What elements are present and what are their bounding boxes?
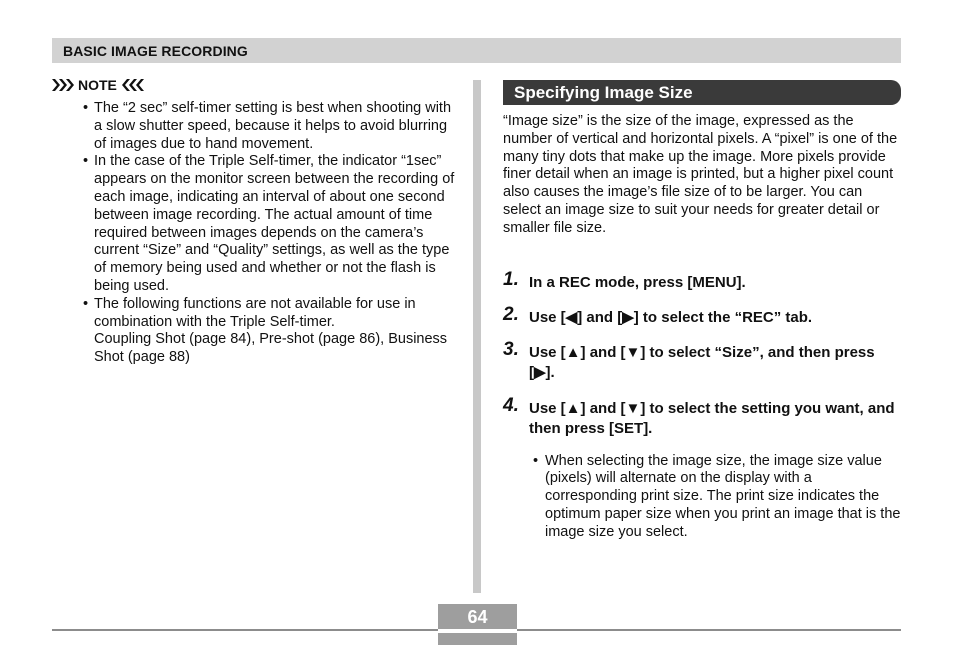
step-text: Use [◀] and [▶] to select the “REC” tab.: [529, 308, 813, 326]
note-item-continuation: Coupling Shot (page 84), Pre-shot (page 86), Business Shot (page 88): [94, 331, 448, 366]
note-list: [52, 100, 462, 367]
step-number: 3.: [503, 338, 519, 360]
triple-chevron-right-icon: [52, 78, 74, 92]
note-item: • The following functions are not available for use in combination with the Triple Self-timer. Coupling Shot (page 84), Pre-shot (page 86), Business Shot (page 88): [83, 295, 448, 366]
step-note-list: [503, 453, 901, 542]
header-title: BASIC IMAGE RECORDING: [63, 43, 248, 59]
section-heading: [503, 80, 901, 105]
page-number-box: [438, 604, 517, 645]
section-intro: “Image size” is the size of the image, expressed as the number of vertical and horizontal pixels. A “pixel” is one of the many tiny dots that make up the image. More pixels provide finer detail when an image is printed, but a higher pixel count also causes the image’s file size of to be larger. You can select an image size to suit your needs for greater detail or smaller file size.: [503, 113, 898, 236]
step-number: 4.: [503, 394, 519, 416]
note-column: [52, 76, 462, 367]
main-column: [503, 80, 901, 542]
column-divider: [473, 80, 481, 593]
step-text: In a REC mode, press [MENU].: [529, 273, 746, 291]
note-item: • In the case of the Triple Self-timer, the indicator “1sec” appears on the monitor screen between the recording of each image, indicating an interval of about one second between image recording. The actual amount of time required between images depends on the camera’s current “Size” and “Quality” settings, as well as the type of memory being used and whether or not the flash is being used.: [83, 153, 455, 294]
step-number: 2.: [503, 303, 519, 325]
step-1: [503, 268, 901, 293]
note-item: • The “2 sec” self-timer setting is best when shooting with a slow shutter speed, because it helps to avoid blurring of images due to hand movement.: [83, 100, 452, 152]
step-number: 1.: [503, 268, 519, 290]
step-3: [503, 338, 901, 383]
step-text: Use [▲] and [▼] to select the setting you want, and then press [SET].: [529, 399, 895, 437]
step-note-item: • When selecting the image size, the image size value (pixels) will alternate on the display with a corresponding print size. The print size indicates the optimum paper size when you print an image that is the image size you select.: [533, 452, 901, 540]
step-text: Use [▲] and [▼] to select “Size”, and then press [▶].: [529, 343, 875, 381]
section-title: Specifying Image Size: [514, 83, 693, 102]
step-4: [503, 394, 901, 439]
step-2: [503, 303, 901, 328]
note-heading: [52, 76, 462, 94]
triple-chevron-left-icon: [122, 78, 144, 92]
page-number: 64: [467, 607, 488, 627]
note-label: NOTE: [78, 77, 117, 93]
header-bar: [52, 38, 901, 63]
page-box-gap: [438, 629, 517, 633]
